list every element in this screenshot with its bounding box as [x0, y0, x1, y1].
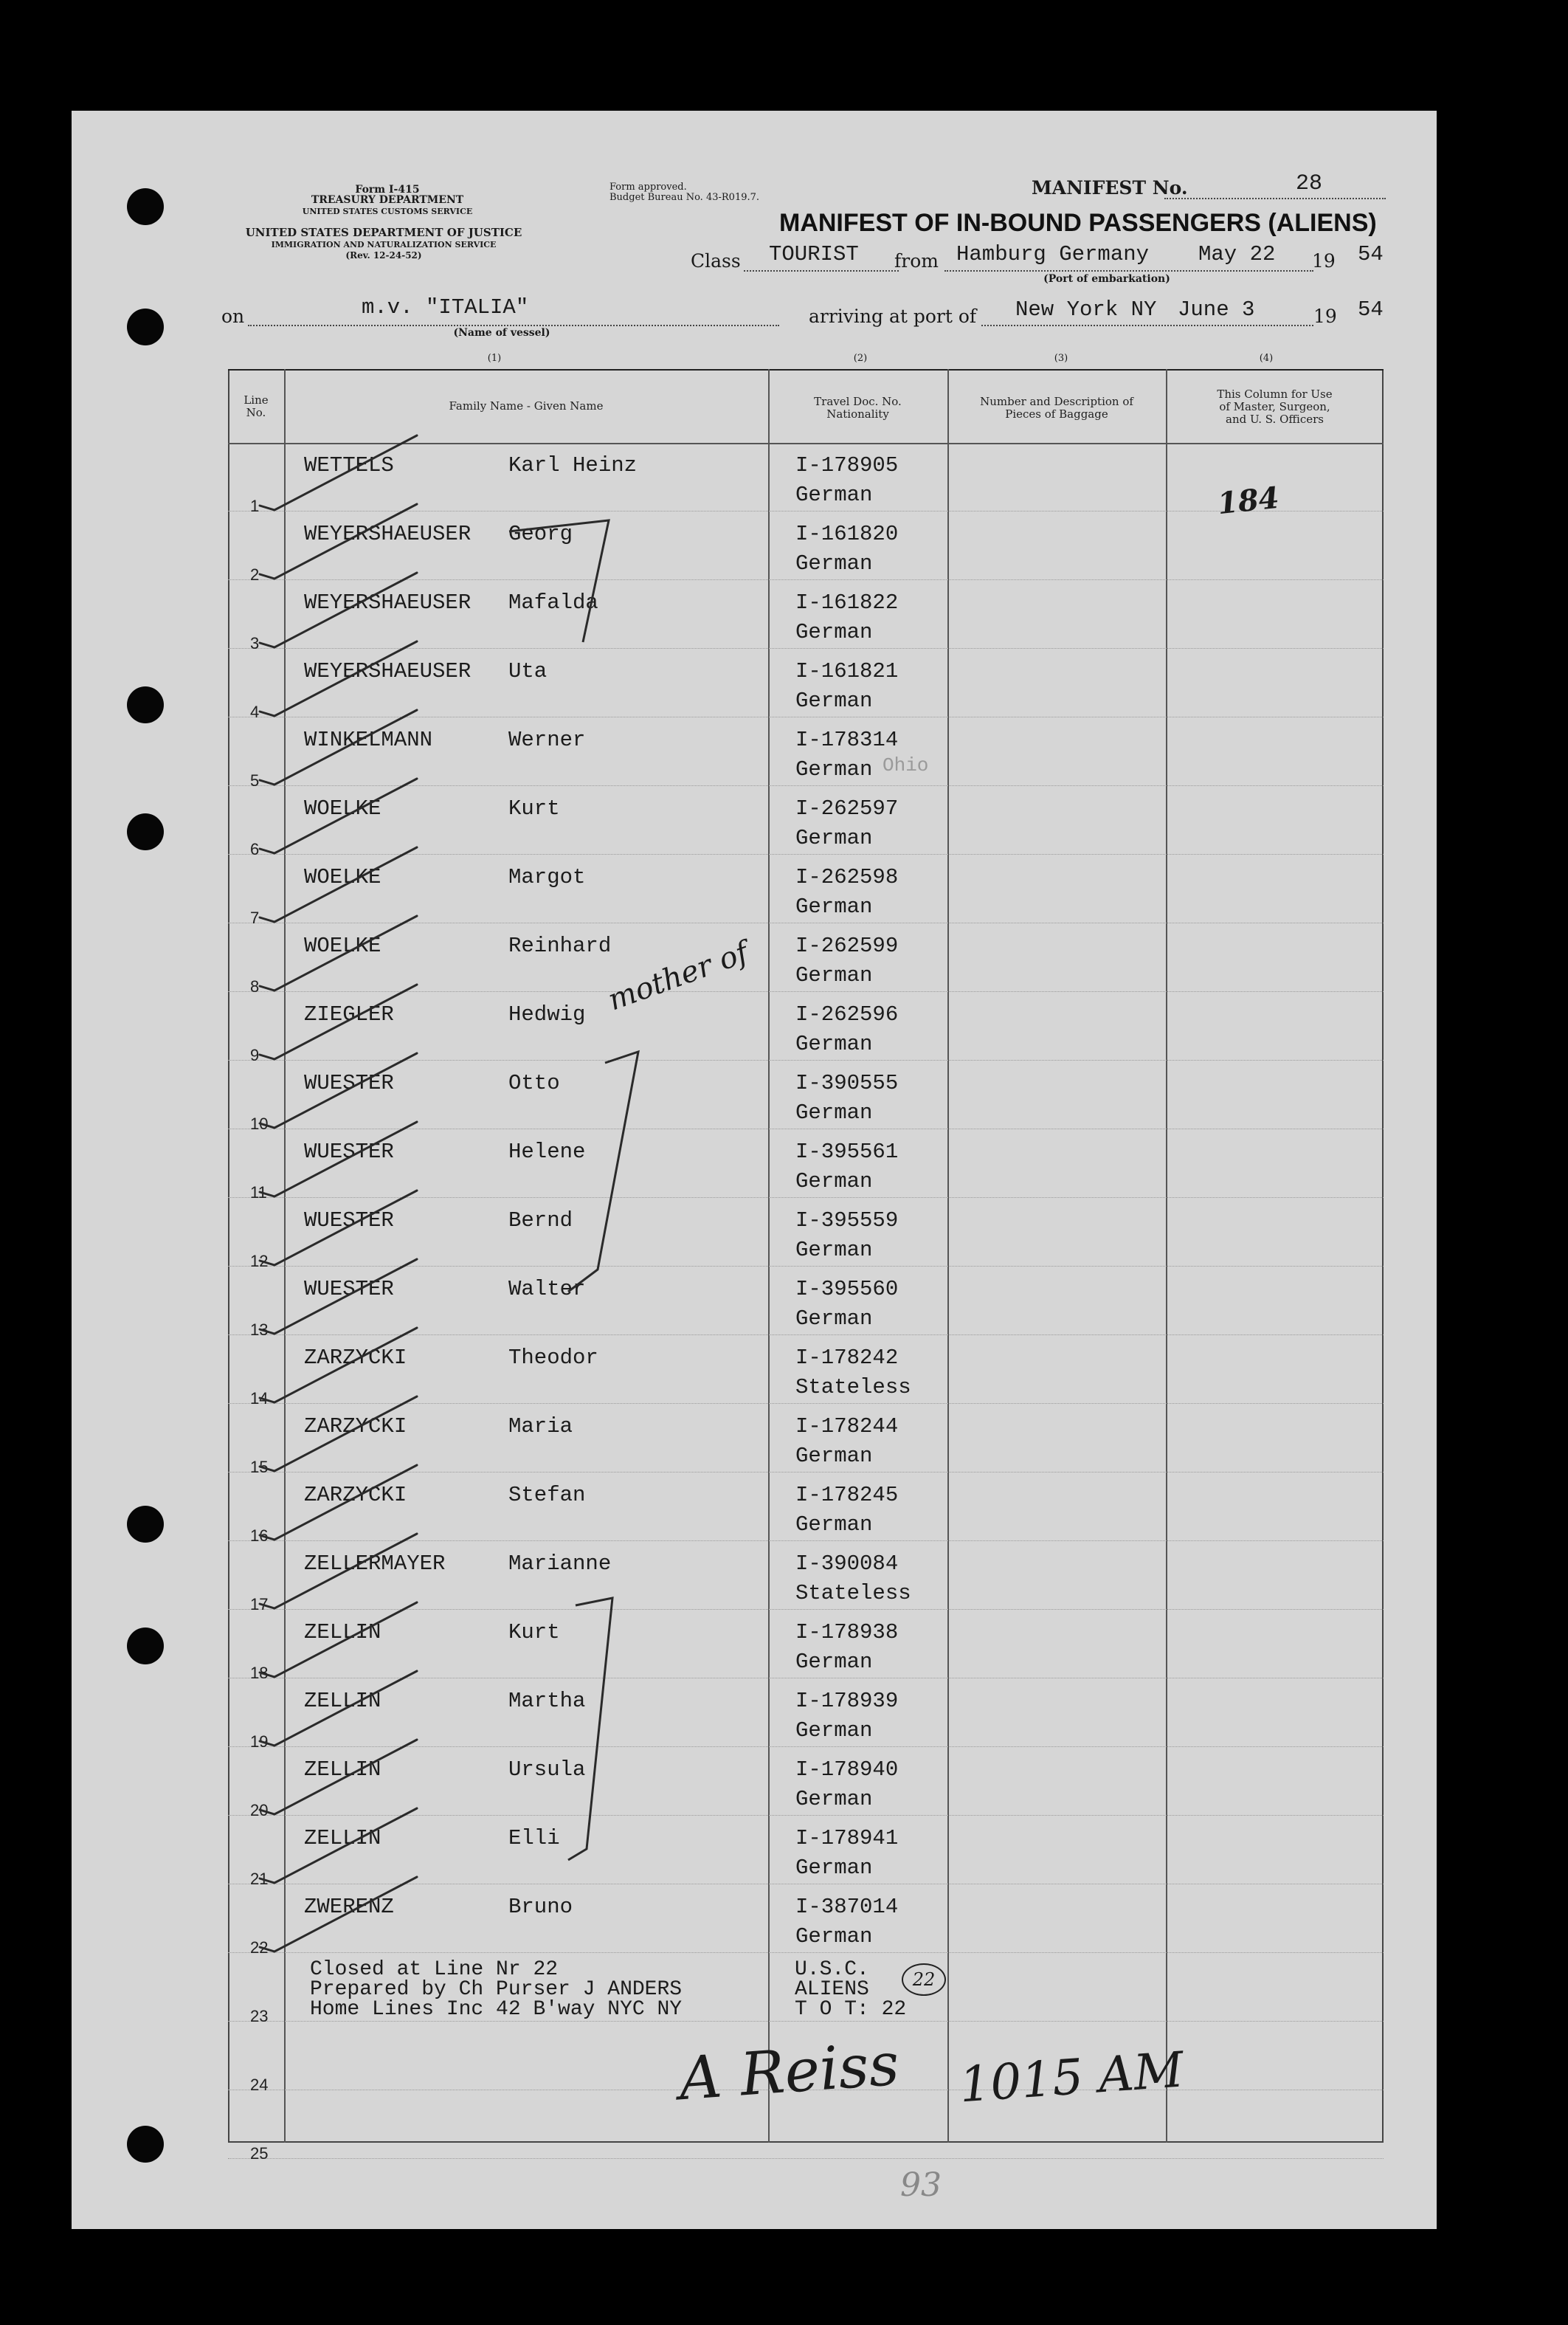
given-name: Elli [508, 1826, 560, 1850]
travel-doc-no: I-390084 [795, 1551, 899, 1576]
line-number: 21 [250, 1870, 269, 1888]
line-number: 22 [250, 1938, 269, 1957]
binder-hole [127, 686, 164, 723]
given-name: Stefan [508, 1483, 586, 1507]
line-number: 6 [250, 840, 260, 858]
nationality: German [795, 1856, 873, 1880]
aliens-circled-count: 22 [902, 1963, 946, 1996]
table-row [228, 1816, 1384, 1888]
treasury-dept: TREASURY DEPARTMENT [311, 194, 464, 206]
family-name: WEYERSHAEUSER [304, 659, 472, 683]
customs-service: UNITED STATES CUSTOMS SERVICE [302, 207, 473, 216]
totals-aliens: ALIENS [795, 1978, 869, 2001]
family-name: WUESTER [304, 1277, 394, 1301]
travel-doc-no: I-178940 [795, 1757, 899, 1782]
closing-line-3: Home Lines Inc 42 B'way NYC NY [310, 1998, 683, 2021]
nationality: German [795, 483, 873, 507]
class-label: Class [691, 250, 741, 272]
manifest-label: MANIFEST No. [1032, 177, 1188, 199]
row-rule [228, 2158, 1384, 2159]
nationality: German [795, 1100, 873, 1125]
totals-usc: U.S.C. [795, 1958, 869, 1981]
col-number-4: (4) [1259, 353, 1274, 364]
table-row [228, 1678, 1384, 1751]
nationality: German [795, 1787, 873, 1811]
arrival-line [981, 325, 1313, 326]
family-name: ZELLIN [304, 1757, 381, 1782]
nationality: German [795, 1169, 873, 1194]
family-name: WUESTER [304, 1208, 394, 1233]
line-number: 7 [250, 909, 260, 927]
family-name: WEYERSHAEUSER [304, 590, 472, 615]
line-number: 24 [250, 2076, 269, 2094]
family-name: ZARZYCKI [304, 1346, 407, 1370]
line-number: 16 [250, 1526, 269, 1545]
line-number: 23 [250, 2007, 269, 2025]
line-number: 15 [250, 1458, 269, 1476]
table-row [228, 1747, 1384, 1819]
line-number: 5 [250, 771, 260, 790]
given-name: Maria [508, 1414, 573, 1439]
line-number: 9 [250, 1046, 260, 1064]
binder-hole [127, 1506, 164, 1543]
given-name: Karl Heinz [508, 453, 638, 478]
table-row [228, 1541, 1384, 1613]
table-row [228, 923, 1384, 996]
travel-doc-no: I-387014 [795, 1895, 899, 1919]
table-row [228, 1061, 1384, 1133]
given-name: Hedwig [508, 1002, 586, 1027]
given-name: Uta [508, 659, 548, 683]
given-name: Bernd [508, 1208, 573, 1233]
line-number: 20 [250, 1801, 269, 1819]
col-number-2: (2) [853, 353, 868, 364]
family-name: WETTELS [304, 453, 394, 478]
table-row [228, 649, 1384, 721]
table-row [228, 1198, 1384, 1270]
nationality: German [795, 1238, 873, 1262]
travel-doc-no: I-178242 [795, 1346, 899, 1370]
travel-doc-no: I-178314 [795, 728, 899, 752]
line-number: 10 [250, 1115, 269, 1133]
given-name: Walter [508, 1277, 586, 1301]
family-name: WEYERSHAEUSER [304, 522, 472, 546]
vessel-line [248, 325, 779, 326]
manifest-no-line [1164, 198, 1386, 199]
table-row [228, 1129, 1384, 1202]
header-line-no: Line No. [244, 393, 269, 419]
binder-hole [127, 188, 164, 225]
nationality: German [795, 1650, 873, 1674]
family-name: WINKELMANN [304, 728, 433, 752]
given-name: Theodor [508, 1346, 598, 1370]
margin-note: mother of [604, 935, 753, 1018]
time-stamp: 1015 AM [957, 2041, 1186, 2114]
given-name: Reinhard [508, 934, 612, 958]
line-number: 8 [250, 977, 260, 996]
line-number: 1 [250, 497, 260, 515]
class-line [744, 270, 899, 272]
line-number: 11 [250, 1183, 267, 1202]
nationality: German [795, 1718, 873, 1743]
totals-tot: T O T: 22 [795, 1998, 907, 2021]
family-name: ZARZYCKI [304, 1483, 407, 1507]
table-row [228, 512, 1384, 584]
manifest-number: 28 [1296, 171, 1323, 196]
travel-doc-no: I-178905 [795, 453, 899, 478]
arrival-date: June 3 [1178, 297, 1255, 322]
line-number: 14 [250, 1389, 269, 1408]
col-number-1: (1) [487, 353, 502, 364]
travel-doc-no: I-395559 [795, 1208, 899, 1233]
header-name: Family Name - Given Name [449, 399, 604, 413]
nationality: Stateless [795, 1581, 911, 1605]
travel-doc-no: I-161822 [795, 590, 899, 615]
travel-doc-no: I-390555 [795, 1071, 899, 1095]
table-top-rule [228, 369, 1384, 371]
given-name: Georg [508, 522, 573, 546]
family-name: ZARZYCKI [304, 1414, 407, 1439]
port-caption: (Port of embarkation) [1043, 273, 1170, 285]
line-number: 25 [250, 2144, 269, 2163]
table-row [228, 1335, 1384, 1408]
form-approved: Form approved. [609, 182, 687, 193]
inspector-signature: A Reiss [677, 2029, 902, 2114]
officer-number: 184 [1215, 480, 1281, 522]
budget-bureau: Budget Bureau No. 43-R019.7. [609, 192, 760, 203]
binder-hole [127, 2126, 164, 2163]
given-name: Marianne [508, 1551, 612, 1576]
nationality: German [795, 895, 873, 919]
travel-doc-no: I-262599 [795, 934, 899, 958]
nationality: German [795, 1444, 873, 1468]
family-name: WUESTER [304, 1140, 394, 1164]
embark-port: Hamburg Germany [956, 242, 1150, 266]
header-doc: Travel Doc. No. Nationality [814, 395, 902, 421]
arrival-port: New York NY [1015, 297, 1157, 322]
line-number: 13 [250, 1320, 269, 1339]
given-name: Martha [508, 1689, 586, 1713]
embark-date: May 22 [1198, 242, 1276, 266]
year-prefix: 19 [1312, 250, 1336, 272]
nationality: German [795, 1512, 873, 1537]
arrival-year: 54 [1358, 297, 1384, 322]
header-baggage: Number and Description of Pieces of Baggage [980, 395, 1133, 421]
binder-hole [127, 309, 164, 345]
table-row [228, 786, 1384, 858]
binder-hole [127, 1628, 164, 1664]
travel-doc-no: I-178245 [795, 1483, 899, 1507]
travel-doc-no: I-178939 [795, 1689, 899, 1713]
travel-doc-no: I-178938 [795, 1620, 899, 1644]
family-name: WUESTER [304, 1071, 394, 1095]
arriving-label: arriving at port of [809, 306, 977, 327]
class-value: TOURIST [769, 242, 859, 266]
table-row [228, 580, 1384, 652]
table-row [228, 855, 1384, 927]
table-row [228, 992, 1384, 1064]
from-label: from [894, 250, 939, 272]
given-name: Kurt [508, 1620, 560, 1644]
nationality: German [795, 1306, 873, 1331]
doj-line: UNITED STATES DEPARTMENT OF JUSTICE [245, 226, 522, 239]
travel-doc-no: I-262597 [795, 796, 899, 821]
family-name: WOELKE [304, 865, 381, 889]
table-row [228, 717, 1384, 790]
binder-hole [127, 813, 164, 850]
from-line [944, 270, 1313, 272]
travel-doc-no: I-262596 [795, 1002, 899, 1027]
given-name: Werner [508, 728, 586, 752]
nationality: German [795, 963, 873, 988]
line-number: 17 [250, 1595, 269, 1613]
nationality: German [795, 620, 873, 644]
nationality: Stateless [795, 1375, 911, 1399]
line-number: 18 [250, 1664, 269, 1682]
line-number: 3 [250, 634, 260, 652]
closing-line-2: Prepared by Ch Purser J ANDERS [310, 1978, 683, 2001]
line-number: 12 [250, 1252, 269, 1270]
given-name: Kurt [508, 796, 560, 821]
on-label: on [221, 306, 245, 327]
line-number: 2 [250, 565, 260, 584]
table-row [228, 1404, 1384, 1476]
arrival-year-prefix: 19 [1313, 306, 1337, 327]
table-row [228, 443, 1384, 515]
family-name: WOELKE [304, 796, 381, 821]
nationality: German [795, 757, 873, 782]
given-name: Margot [508, 865, 586, 889]
given-name: Helene [508, 1140, 586, 1164]
travel-doc-no: I-161821 [795, 659, 899, 683]
given-name: Mafalda [508, 590, 598, 615]
family-name: ZELLIN [304, 1826, 381, 1850]
page-title: MANIFEST OF IN-BOUND PASSENGERS (ALIENS) [779, 209, 1377, 237]
ins-line: IMMIGRATION AND NATURALIZATION SERVICE [271, 240, 497, 249]
nationality: German [795, 689, 873, 713]
col-number-3: (3) [1054, 353, 1068, 364]
travel-doc-no: I-395560 [795, 1277, 899, 1301]
closing-line-1: Closed at Line Nr 22 [310, 1958, 559, 1981]
stray-word: Ohio [883, 754, 929, 776]
line-number: 4 [250, 703, 260, 721]
family-name: WOELKE [304, 934, 381, 958]
nationality: German [795, 1032, 873, 1056]
vessel-name: m.v. "ITALIA" [362, 295, 529, 320]
form-id: Form I-415 [355, 184, 420, 196]
line-number: 19 [250, 1732, 269, 1751]
page-number: 93 [900, 2166, 942, 2204]
given-name: Ursula [508, 1757, 586, 1782]
travel-doc-no: I-395561 [795, 1140, 899, 1164]
given-name: Bruno [508, 1895, 573, 1919]
embark-year: 54 [1358, 242, 1384, 266]
travel-doc-no: I-178941 [795, 1826, 899, 1850]
travel-doc-no: I-161820 [795, 522, 899, 546]
travel-doc-no: I-178244 [795, 1414, 899, 1439]
header-officers: This Column for Use of Master, Surgeon, and U. S. Officers [1217, 388, 1333, 426]
passenger-table [228, 369, 1384, 2163]
given-name: Otto [508, 1071, 560, 1095]
table-row [228, 1472, 1384, 1545]
nationality: German [795, 826, 873, 850]
table-row [228, 1610, 1384, 1682]
nationality: German [795, 1924, 873, 1949]
family-name: ZWERENZ [304, 1895, 394, 1919]
nationality: German [795, 551, 873, 576]
table-row [228, 1267, 1384, 1339]
vessel-caption: (Name of vessel) [453, 327, 550, 339]
family-name: ZELLIN [304, 1689, 381, 1713]
revision-line: (Rev. 12-24-52) [345, 250, 422, 261]
family-name: ZELLERMAYER [304, 1551, 446, 1576]
family-name: ZELLIN [304, 1620, 381, 1644]
family-name: ZIEGLER [304, 1002, 394, 1027]
travel-doc-no: I-262598 [795, 865, 899, 889]
table-row [228, 1884, 1384, 1957]
